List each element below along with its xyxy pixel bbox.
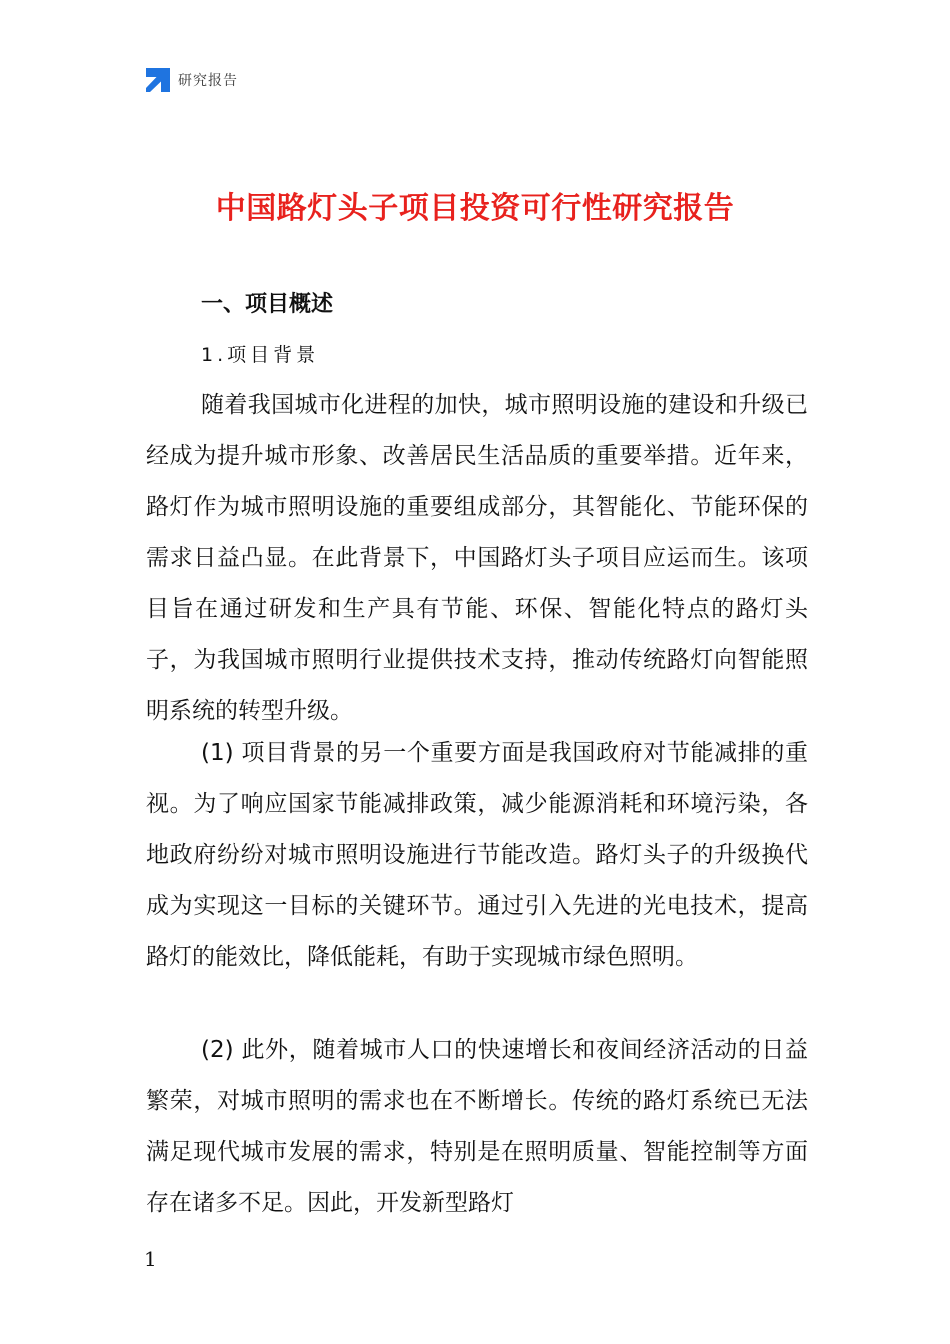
arrow-up-right-icon: [146, 68, 170, 92]
paragraph-background: 随着我国城市化进程的加快，城市照明设施的建设和升级已经成为提升城市形象、改善居民生活品质的重要举措。近年来，路灯作为城市照明设施的重要组成部分，其智能化、节能环保的需求日益凸显。在此背景下，中国路灯头子项目应运而生。该项目旨在通过研发和生产具有节能、环保、智能化特点的路灯头子，为我国城市照明行业提供技术支持，推动传统路灯向智能照明系统的转型升级。: [146, 392, 808, 724]
sub-heading: 1.项目背景: [201, 344, 320, 366]
page-number: 1: [144, 1247, 157, 1271]
page-header: [146, 68, 238, 92]
header-label: 研究报告: [178, 73, 238, 89]
paragraph-point-1: (1) 项目背景的另一个重要方面是我国政府对节能减排的重视。为了响应国家节能减排政策，减少能源消耗和环境污染，各地政府纷纷对城市照明设施进行节能改造。路灯头子的升级换代成为实现这一目标的关键环节。通过引入先进的光电技术，提高路灯的能效比，降低能耗，有助于实现城市绿色照明。: [146, 740, 808, 970]
document-title: 中国路灯头子项目投资可行性研究报告: [215, 191, 735, 226]
section-heading: 一、项目概述: [201, 292, 334, 317]
paragraph-point-2: (2) 此外，随着城市人口的快速增长和夜间经济活动的日益繁荣，对城市照明的需求也在不断增长。传统的路灯系统已无法满足现代城市发展的需求，特别是在照明质量、智能控制等方面存在诸多不足。因此，开发新型路灯: [146, 1037, 808, 1216]
